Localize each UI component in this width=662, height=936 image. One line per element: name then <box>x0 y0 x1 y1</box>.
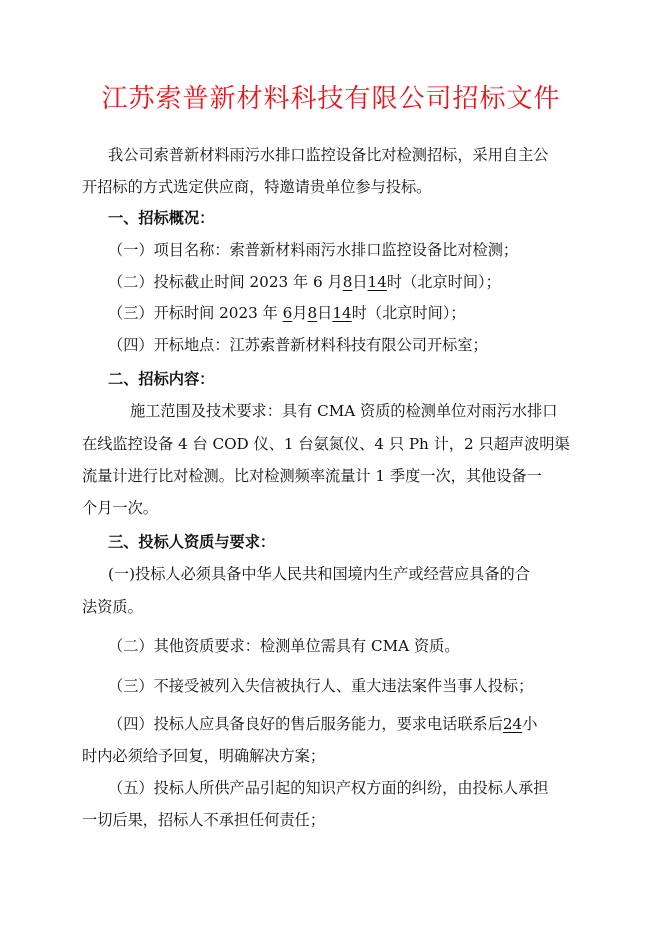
item-3-day: 8 <box>307 304 318 322</box>
section-1-item-4: （四）开标地点：江苏索普新材料科技有限公司开标室； <box>108 336 488 354</box>
item-3-month-label: 月 <box>292 304 308 322</box>
item-2-hour: 14 <box>367 273 387 291</box>
intro-line-1: 我公司索普新材料雨污水排口监控设备比对检测招标，采用自主公 <box>108 146 549 164</box>
item-3-month: 6 <box>282 304 293 322</box>
item-4-suffix: 小 <box>522 715 538 733</box>
item-4-prefix: （四）投标人应具备良好的售后服务能力，要求电话联系后 <box>108 715 503 733</box>
item-2-day-label: 日 <box>352 273 368 291</box>
section-3-heading: 三、投标人资质与要求： <box>108 533 276 551</box>
item-3-suffix: 时（北京时间）； <box>351 304 466 322</box>
section-1-item-3 <box>108 303 466 323</box>
intro-line-2: 开招标的方式选定供应商，特邀请贵单位参与投标。 <box>82 178 432 196</box>
section-1-heading: 一、招标概况： <box>108 209 215 227</box>
item-4-hours: 24 <box>502 715 523 733</box>
section-3-item-4-line-2: 时内必须给予回复，明确解决方案； <box>82 747 325 765</box>
item-2-prefix: （二）投标截止时间 2023 年 6 月 <box>108 273 343 291</box>
section-3-item-5-line-2: 一切后果，招标人不承担任何责任； <box>82 811 325 829</box>
item-2-day: 8 <box>342 273 353 291</box>
section-3-item-4-line-1 <box>108 714 537 734</box>
section-2-line-3: 流量计进行比对检测。比对检测频率流量计 1 季度一次，其他设备一 <box>82 467 542 485</box>
section-2-line-4: 个月一次。 <box>82 499 158 517</box>
section-3-item-1-line-1: (一)投标人必须具备中华人民共和国境内生产或经营应具备的合 <box>108 565 530 583</box>
section-2-line-2: 在线监控设备 4 台 COD 仪、1 台氨氮仪、4 只 Ph 计，2 只超声波明渠 <box>82 435 570 453</box>
section-2-heading: 二、招标内容： <box>108 370 215 388</box>
document-title: 江苏索普新材料科技有限公司招标文件 <box>101 84 561 114</box>
section-1-item-1: （一）项目名称：索普新材料雨污水排口监控设备比对检测； <box>108 241 519 259</box>
item-3-day-label: 日 <box>317 304 333 322</box>
item-3-prefix: （三）开标时间 2023 年 <box>108 304 278 322</box>
section-3-item-3: （三）不接受被列入失信被执行人、重大违法案件当事人投标； <box>108 677 534 695</box>
item-2-suffix: 时（北京时间）； <box>386 273 501 291</box>
item-3-hour: 14 <box>332 304 352 322</box>
section-1-item-2 <box>108 272 501 292</box>
section-3-item-5-line-1: （五）投标人所供产品引起的知识产权方面的纠纷，由投标人承担 <box>108 779 549 797</box>
section-3-item-1-line-2: 法资质。 <box>82 598 143 616</box>
section-2-line-1: 施工范围及技术要求：具有 CMA 资质的检测单位对雨污水排口 <box>130 402 558 420</box>
section-3-item-2: （二）其他资质要求：检测单位需具有 CMA 资质。 <box>108 637 460 655</box>
